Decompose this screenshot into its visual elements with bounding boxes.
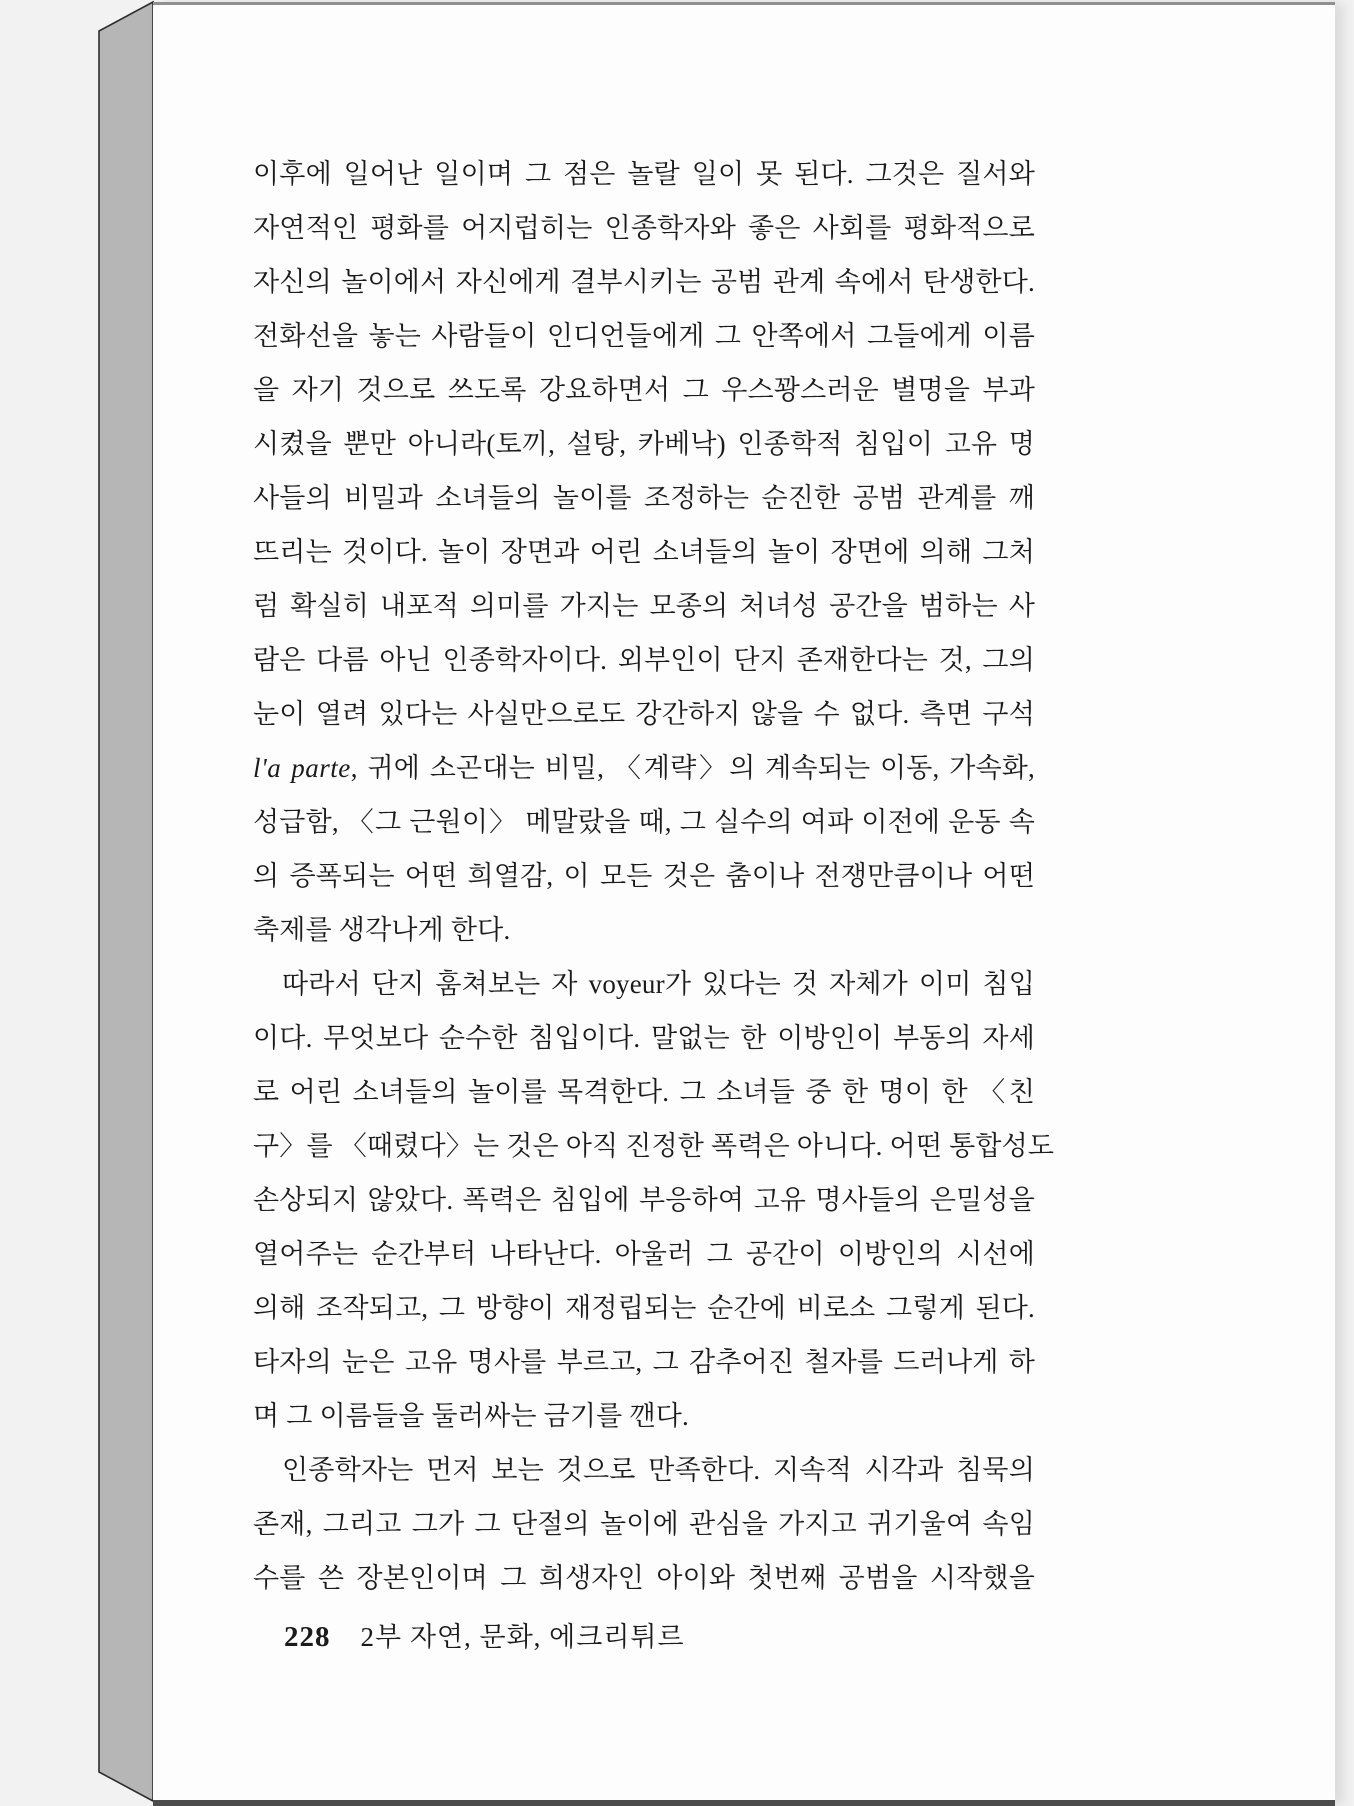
text-line: 전화선을 놓는 사람들이 인디언들에게 그 안쪽에서 그들에게 이름 (253, 321, 1035, 351)
text-line: 시켰을 뿐만 아니라(토끼, 설탕, 카베낙) 인종학적 침입이 고유 명 (253, 429, 1035, 459)
latin-italic-phrase: l'a parte (253, 753, 351, 783)
text-line: 의해 조작되고, 그 방향이 재정립되는 순간에 비로소 그렇게 된다. (253, 1293, 1035, 1323)
book-edge-shape (99, 2, 153, 1801)
book-page (153, 2, 1335, 1806)
text-line: 따라서 단지 훔쳐보는 자 voyeur가 있다는 것 자체가 이미 침입 (282, 969, 1035, 999)
page-footer (284, 1617, 1184, 1657)
text-line: 며 그 이름들을 둘러싸는 금기를 깬다. (253, 1401, 689, 1431)
text-line: 열어주는 순간부터 나타난다. 아울러 그 공간이 이방인의 시선에 (253, 1239, 1035, 1269)
text-line: 사들의 비밀과 소녀들의 놀이를 조정하는 순진한 공범 관계를 깨 (253, 483, 1035, 513)
text-line: 자신의 놀이에서 자신에게 결부시키는 공범 관계 속에서 탄생한다. (253, 267, 1035, 297)
text-line: 럼 확실히 내포적 의미를 가지는 모종의 처녀성 공간을 범하는 사 (253, 591, 1035, 621)
text-line: 구〉를 〈때렸다〉는 것은 아직 진정한 폭력은 아니다. 어떤 통합성도 (253, 1131, 1055, 1161)
text-line: 이다. 무엇보다 순수한 침입이다. 말없는 한 이방인이 부동의 자세 (253, 1023, 1035, 1053)
text-line: 수를 쓴 장본인이며 그 희생자인 아이와 첫번째 공범을 시작했을 (253, 1563, 1035, 1593)
text-line: 로 어린 소녀들의 놀이를 목격한다. 그 소녀들 중 한 명이 한 〈친 (253, 1077, 1035, 1107)
text-line: 타자의 눈은 고유 명사를 부르고, 그 감추어진 철자를 드러나게 하 (253, 1347, 1035, 1377)
text-line: 눈이 열려 있다는 사실만으로도 강간하지 않을 수 없다. 측면 구석 (253, 699, 1035, 729)
section-title: 2부 자연, 문화, 에크리튀르 (360, 1622, 685, 1652)
text-line: 자연적인 평화를 어지럽히는 인종학자와 좋은 사회를 평화적으로 (253, 213, 1035, 243)
text-line: 존재, 그리고 그가 그 단절의 놀이에 관심을 가지고 귀기울여 속임 (253, 1509, 1035, 1539)
text-line: 의 증폭되는 어떤 희열감, 이 모든 것은 춤이나 전쟁만큼이나 어떤 (253, 861, 1035, 891)
text-line: 이후에 일어난 일이며 그 점은 놀랄 일이 못 된다. 그것은 질서와 (253, 159, 1035, 189)
text-line: 인종학자는 먼저 보는 것으로 만족한다. 지속적 시각과 침묵의 (282, 1455, 1035, 1485)
text-line: 람은 다름 아닌 인종학자이다. 외부인이 단지 존재한다는 것, 그의 (253, 645, 1035, 675)
text-line: 성급함, 〈그 근원이〉 메말랐을 때, 그 실수의 여파 이전에 운동 속 (253, 807, 1035, 837)
text-line: 뜨리는 것이다. 놀이 장면과 어린 소녀들의 놀이 장면에 의해 그처 (253, 537, 1035, 567)
page-number: 228 (284, 1621, 331, 1653)
body-text (253, 147, 1055, 1605)
text-line: l'a parte, 귀에 소곤대는 비밀, 〈계략〉의 계속되는 이동, 가속화, (253, 753, 1035, 783)
text-line: 손상되지 않았다. 폭력은 침입에 부응하여 고유 명사들의 은밀성을 (253, 1185, 1035, 1215)
text-line: 을 자기 것으로 쓰도록 강요하면서 그 우스꽝스러운 별명을 부과 (253, 375, 1035, 405)
text-line: 축제를 생각나게 한다. (253, 915, 511, 945)
